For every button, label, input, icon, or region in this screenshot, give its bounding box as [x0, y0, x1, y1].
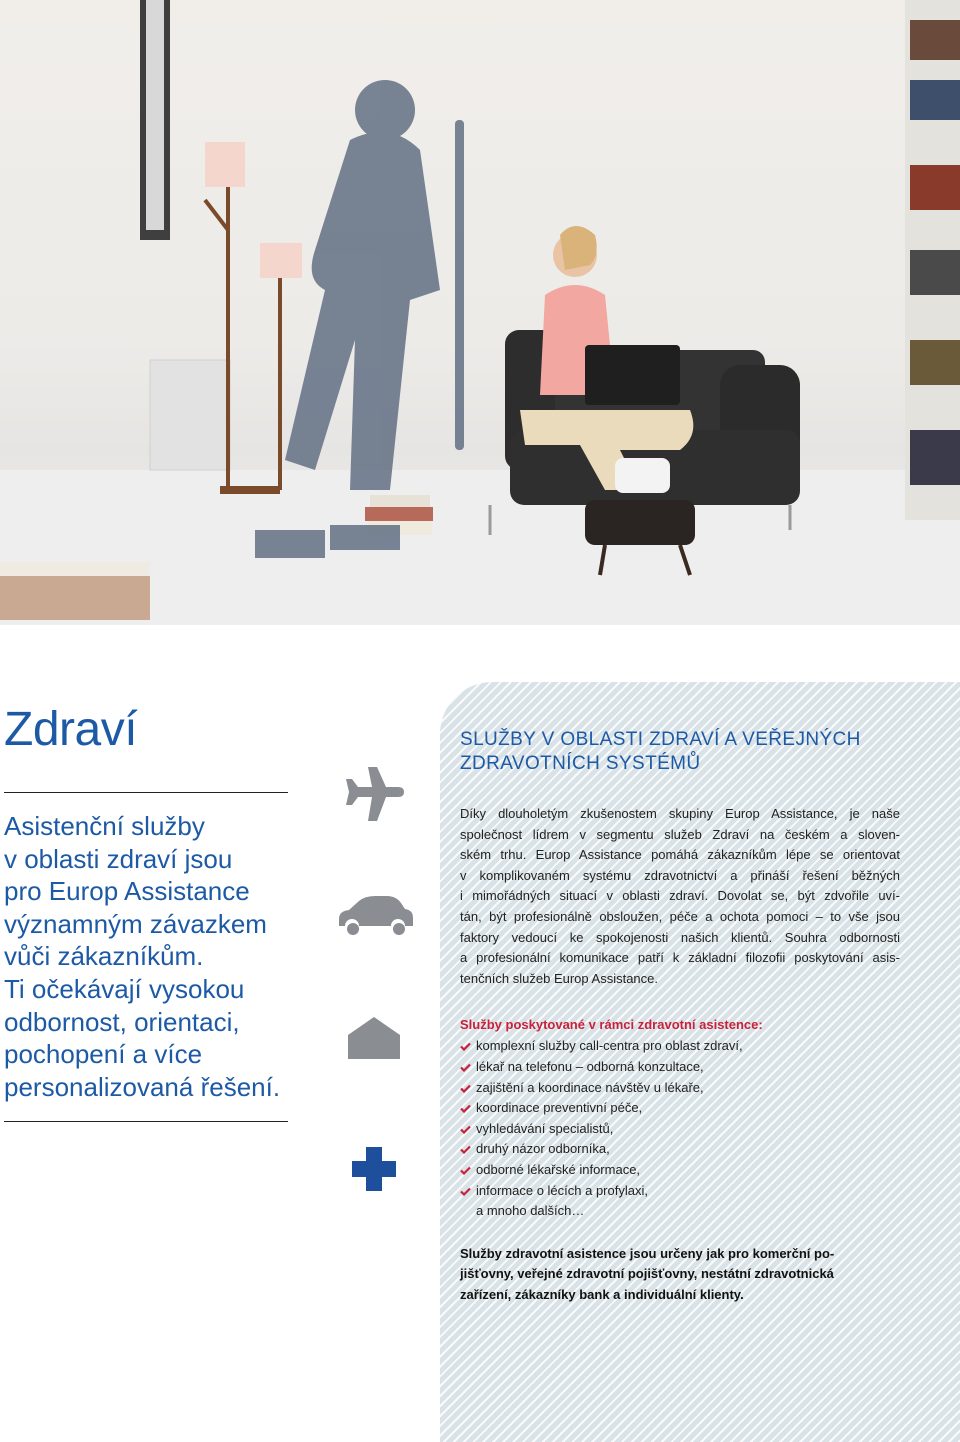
services-title: Služby poskytované v rámci zdravotní asistence:	[460, 1017, 763, 1033]
intro-text	[4, 810, 304, 1103]
panel-body-text	[460, 804, 900, 989]
list-item	[460, 1139, 900, 1160]
intro-line: pro Europ Assistance	[4, 876, 250, 907]
list-item	[460, 1160, 900, 1181]
divider-bottom	[4, 1121, 288, 1122]
services-list	[460, 1036, 900, 1201]
check-icon	[460, 1187, 471, 1196]
body-line: Díky dlouholetým zkušenostem skupiny Europ Assistance, je naše	[460, 806, 900, 821]
intro-line: Asistenční služby	[4, 811, 205, 841]
living-room-photo	[0, 0, 960, 625]
list-item-label: zajištění a koordinace návštěv u lékaře,	[476, 1079, 704, 1095]
check-icon	[460, 1042, 471, 1051]
car-icon	[335, 895, 413, 937]
photo-illustration	[0, 0, 960, 625]
check-icon	[460, 1125, 471, 1134]
intro-line: Ti očekávají vysokou	[4, 973, 245, 1004]
heading-line: SLUŽBY V OBLASTI ZDRAVÍ A VEŘEJNÝCH	[460, 729, 861, 750]
airplane-icon	[340, 765, 404, 823]
check-icon	[460, 1084, 471, 1093]
list-item	[460, 1078, 900, 1099]
list-item	[460, 1181, 900, 1202]
list-item-label: odborné lékařské informace,	[476, 1161, 641, 1177]
body-line: tenčních služeb Europ Assistance.	[460, 970, 659, 986]
intro-line: odbornost, orientaci,	[4, 1006, 240, 1037]
page-title: Zdraví	[4, 703, 138, 756]
intro-line: v oblasti zdraví jsou	[4, 843, 233, 874]
intro-line: vůči zákazníkům.	[4, 941, 204, 972]
list-item-label: informace o lécích a profylaxi,	[476, 1182, 648, 1198]
body-line: společnost lídrem v segmentu služeb Zdraví na českém a sloven-	[460, 826, 900, 842]
panel-content	[460, 728, 900, 1305]
list-item-label: lékař na telefonu – odborná konzultace,	[476, 1058, 704, 1074]
body-line: v komplikovaném systému zdravotnictví a přináší řešení běžných	[460, 867, 900, 883]
closing-line: jišťovny, veřejné zdravotní pojišťovny, nestátní zdravotnická	[460, 1266, 834, 1282]
list-item	[460, 1119, 900, 1140]
intro-line: významným závazkem	[4, 908, 267, 939]
check-icon	[460, 1063, 471, 1072]
list-item-label: koordinace preventivní péče,	[476, 1100, 643, 1116]
house-icon	[344, 1015, 404, 1061]
check-icon	[460, 1145, 471, 1154]
body-line: tán, být profesionálně obsloužen, péče a ochota pomoci – to vše jsou	[460, 908, 900, 924]
check-icon	[460, 1104, 471, 1113]
check-icon	[460, 1166, 471, 1175]
divider-top	[4, 792, 288, 793]
list-item	[460, 1098, 900, 1119]
closing-text	[460, 1244, 900, 1306]
intro-line: pochopení a více	[4, 1039, 203, 1070]
panel-heading	[460, 728, 900, 776]
list-item	[460, 1057, 900, 1078]
closing-line: Služby zdravotní asistence jsou určeny jak pro komerční po-	[460, 1245, 835, 1261]
list-item-label: vyhledávání specialistů,	[476, 1120, 614, 1136]
services-panel	[440, 682, 960, 1442]
body-line: a profesionální komunikace patří k základní filozofii poskytování asis-	[460, 950, 900, 966]
list-item-label: komplexní služby call-centra pro oblast zdraví,	[476, 1038, 743, 1054]
heading-line: ZDRAVOTNÍCH SYSTÉMŮ	[460, 753, 701, 774]
list-item	[460, 1036, 900, 1057]
medical-cross-icon	[348, 1143, 400, 1195]
services-more: a mnoho dalších…	[476, 1203, 585, 1219]
body-line: ském trhu. Europ Assistance pomáhá zákazníkům lépe se orientovat	[460, 847, 900, 863]
closing-line: zařízení, zákazníky bank a individuální klienty.	[460, 1286, 744, 1302]
list-item-label: druhý názor odborníka,	[476, 1141, 610, 1157]
body-line: faktory vedoucí ke spokojenosti našich klientů. Souhra odbornosti	[460, 929, 900, 945]
intro-line: personalizovaná řešení.	[4, 1071, 281, 1102]
body-line: i mimořádných situací v oblasti zdraví. Dovolat se, být zdvořile uví-	[460, 888, 900, 904]
